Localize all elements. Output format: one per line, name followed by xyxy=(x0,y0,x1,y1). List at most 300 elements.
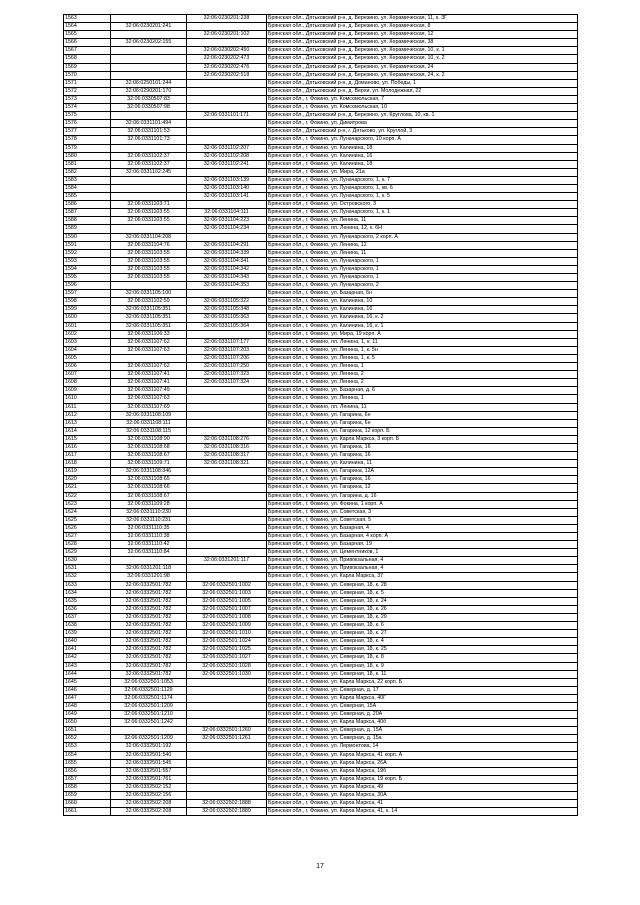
table-row xyxy=(64,152,578,160)
address-cell: Брянская обл., г. Фокино, ул. Луначарского, 1 xyxy=(267,265,578,273)
cadastral-number-parcel-cell: 32:06:0331107:41 xyxy=(111,379,187,387)
table-row xyxy=(64,630,578,638)
table-row xyxy=(64,128,578,136)
cadastral-number-object-cell: 32:06:0332501:1003 xyxy=(187,589,267,597)
row-number-cell: 1636 xyxy=(64,605,111,613)
cadastral-number-object-cell xyxy=(187,751,267,759)
table-row xyxy=(64,613,578,621)
address-cell: Брянская обл., Дятьковский р-н, д. Березино, ул. Керамическая, 11, к. 3Г xyxy=(267,15,578,23)
address-cell: Брянская обл., Дятьковский р-н, д. Березино, ул. Керамическая, 24 xyxy=(267,63,578,71)
cadastral-number-object-cell xyxy=(187,136,267,144)
cadastral-number-object-cell xyxy=(187,767,267,775)
cadastral-number-parcel-cell: 32:06:0332501:545 xyxy=(111,759,187,767)
address-cell: Брянская обл., г. Фокино, ул. Советская, 3 xyxy=(267,508,578,516)
row-number-cell: 1647 xyxy=(64,694,111,702)
address-cell: Брянская обл., г. Фокино, ул. Гагарина, 12 корп. Б xyxy=(267,427,578,435)
row-number-cell: 1660 xyxy=(64,800,111,808)
row-number-cell: 1573 xyxy=(64,95,111,103)
cadastral-number-parcel-cell: 32:06:0331102:59 xyxy=(111,298,187,306)
cadastral-number-parcel-cell: 32:06:0332501:540 xyxy=(111,751,187,759)
table-row xyxy=(64,168,578,176)
row-number-cell: 1585 xyxy=(64,193,111,201)
cadastral-number-parcel-cell: 32:06:0332501:1053 xyxy=(111,678,187,686)
address-cell: Брянская обл., г. Фокино, ул. Карла Маркса, 19 корп. Б xyxy=(267,775,578,783)
table-row xyxy=(64,468,578,476)
cadastral-number-object-cell: 32:06:0332501:1002 xyxy=(187,581,267,589)
address-cell: Брянская обл., г. Фокино, ул. Ленина, 1, к. 5н xyxy=(267,346,578,354)
address-cell: Брянская обл., г. Фокино, ул. Северная, 18, к. 5 xyxy=(267,589,578,597)
cadastral-number-object-cell xyxy=(187,759,267,767)
row-number-cell: 1598 xyxy=(64,298,111,306)
table-row xyxy=(64,338,578,346)
table-row xyxy=(64,23,578,31)
row-number-cell: 1600 xyxy=(64,314,111,322)
table-row xyxy=(64,662,578,670)
cadastral-number-parcel-cell: 32:06:0331101:494 xyxy=(111,120,187,128)
cadastral-number-parcel-cell: 32:06:0331102:37 xyxy=(111,152,187,160)
table-row xyxy=(64,257,578,265)
cadastral-number-parcel-cell: 32:06:0331108:68 xyxy=(111,443,187,451)
cadastral-number-object-cell: 32:06:0332501:1010 xyxy=(187,630,267,638)
cadastral-number-parcel-cell xyxy=(111,176,187,184)
row-number-cell: 1615 xyxy=(64,435,111,443)
cadastral-number-parcel-cell: 32:06:0230202:155 xyxy=(111,39,187,47)
table-row xyxy=(64,47,578,55)
cadastral-number-parcel-cell xyxy=(111,225,187,233)
address-cell: Брянская обл., г. Фокино, пл. Ленина, 11 xyxy=(267,403,578,411)
cadastral-number-parcel-cell: 32:06:0331106:33 xyxy=(111,330,187,338)
row-number-cell: 1601 xyxy=(64,322,111,330)
address-cell: Брянская обл., г. Фокино, ул. Базарная, 19 xyxy=(267,541,578,549)
row-number-cell: 1650 xyxy=(64,719,111,727)
row-number-cell: 1567 xyxy=(64,47,111,55)
cadastral-number-parcel-cell: 32:06:0332501:192 xyxy=(111,743,187,751)
cadastral-number-object-cell: 32:06:0331103:140 xyxy=(187,184,267,192)
row-number-cell: 1587 xyxy=(64,209,111,217)
address-cell: Брянская обл., г. Фокино, ул. Привокзальная, 4 xyxy=(267,557,578,565)
address-cell: Брянская обл., г. Фокино, ул. Калинина, 16 xyxy=(267,306,578,314)
address-cell: Брянская обл., г. Фокино, ул. Северная, 18, к. 11 xyxy=(267,670,578,678)
row-number-cell: 1578 xyxy=(64,136,111,144)
cadastral-number-object-cell: 32:06:0331103:141 xyxy=(187,193,267,201)
row-number-cell: 1617 xyxy=(64,452,111,460)
cadastral-number-object-cell xyxy=(187,39,267,47)
cadastral-number-object-cell: 32:06:0331104:111 xyxy=(187,209,267,217)
address-cell: Брянская обл., г. Фокино, ул. Гагарина, 12 xyxy=(267,484,578,492)
address-cell: Брянская обл., г. Фокино, ул. Луначарского, 10 корп. А xyxy=(267,136,578,144)
row-number-cell: 1639 xyxy=(64,630,111,638)
cadastral-number-object-cell: 32:06:0331103:139 xyxy=(187,176,267,184)
cadastral-number-parcel-cell: 32:06:0332501:782 xyxy=(111,589,187,597)
cadastral-number-object-cell: 32:06:0230202:476 xyxy=(187,63,267,71)
cadastral-number-object-cell: 32:06:0331105:364 xyxy=(187,322,267,330)
table-row xyxy=(64,71,578,79)
table-row xyxy=(64,290,578,298)
cadastral-number-parcel-cell: 32:06:0331110:84 xyxy=(111,549,187,557)
cadastral-number-object-cell: 32:06:0331104:343 xyxy=(187,274,267,282)
table-row xyxy=(64,120,578,128)
cadastral-number-object-cell xyxy=(187,233,267,241)
address-cell: Брянская обл., г. Фокино, ул. Калинина, 18 xyxy=(267,144,578,152)
address-cell: Брянская обл., г. Фокино, ул. Северная, д. 15А xyxy=(267,727,578,735)
address-cell: Брянская обл., г. Фокино, ул. Фокина, 1 корп. А xyxy=(267,500,578,508)
row-number-cell: 1570 xyxy=(64,71,111,79)
cadastral-number-parcel-cell: 32:06:0331107:49 xyxy=(111,387,187,395)
row-number-cell: 1631 xyxy=(64,565,111,573)
row-number-cell: 1568 xyxy=(64,55,111,63)
address-cell: Брянская обл., г. Фокино, ул. Северная, 18, к. 25 xyxy=(267,646,578,654)
address-cell: Брянская обл., г. Фокино, ул. Карла Маркса, 40б xyxy=(267,719,578,727)
cadastral-number-object-cell: 32:06:0332502:1889 xyxy=(187,808,267,816)
table-row xyxy=(64,306,578,314)
row-number-cell: 1607 xyxy=(64,371,111,379)
address-cell: Брянская обл., г. Фокино, ул. Калинина, 11 xyxy=(267,460,578,468)
cadastral-number-object-cell xyxy=(187,79,267,87)
address-cell: Брянская обл., г. Фокино, пл. Ленина, 1, к. 11 xyxy=(267,338,578,346)
row-number-cell: 1595 xyxy=(64,274,111,282)
cadastral-number-parcel-cell: 32:06:0331101:53 xyxy=(111,128,187,136)
address-cell: Брянская обл., Дятьковский р-н, г. Дятьково, ул. Круглой, 3 xyxy=(267,128,578,136)
cadastral-number-parcel-cell xyxy=(111,112,187,120)
table-row xyxy=(64,686,578,694)
registry-table-body xyxy=(64,15,578,816)
address-cell: Брянская обл., г. Фокино, ул. Гагарина, д. 16 xyxy=(267,492,578,500)
address-cell: Брянская обл., г. Фокино, пл. Ленина, 12, к. 6Н xyxy=(267,225,578,233)
table-row xyxy=(64,735,578,743)
cadastral-number-parcel-cell: 32:06:0331103:55 xyxy=(111,249,187,257)
cadastral-number-parcel-cell: 32:06:0331103:55 xyxy=(111,217,187,225)
address-cell: Брянская обл., г. Фокино, ул. Луначарского, 1, к. 5 xyxy=(267,193,578,201)
cadastral-number-object-cell xyxy=(187,573,267,581)
table-row xyxy=(64,516,578,524)
address-cell: Брянская обл., г. Фокино, ул. Ленина, 12 xyxy=(267,241,578,249)
cadastral-number-parcel-cell xyxy=(111,282,187,290)
table-row xyxy=(64,492,578,500)
address-cell: Брянская обл., г. Фокино, ул. Советская, 5 xyxy=(267,516,578,524)
cadastral-number-object-cell xyxy=(187,23,267,31)
row-number-cell: 1586 xyxy=(64,201,111,209)
cadastral-number-object-cell: 32:06:0230201:102 xyxy=(187,31,267,39)
cadastral-number-object-cell: 32:06:0331101:171 xyxy=(187,112,267,120)
cadastral-number-object-cell: 32:06:0331201:117 xyxy=(187,557,267,565)
address-cell: Брянская обл., г. Фокино, ул. Северная, 18, к. 26 xyxy=(267,605,578,613)
cadastral-number-object-cell: 32:06:0331107:206 xyxy=(187,354,267,362)
cadastral-number-object-cell: 32:06:0332501:1024 xyxy=(187,638,267,646)
cadastral-number-object-cell xyxy=(187,290,267,298)
address-cell: Брянская обл., г. Фокино, ул. Калинина, 18 xyxy=(267,160,578,168)
cadastral-number-parcel-cell: 32:06:0331107:69 xyxy=(111,403,187,411)
cadastral-number-parcel-cell: 32:06:0230201:241 xyxy=(111,23,187,31)
cadastral-number-parcel-cell: 32:06:0331103:55 xyxy=(111,257,187,265)
row-number-cell: 1637 xyxy=(64,613,111,621)
row-number-cell: 1661 xyxy=(64,808,111,816)
cadastral-number-object-cell xyxy=(187,508,267,516)
table-row xyxy=(64,775,578,783)
cadastral-number-parcel-cell: 32:06:0332502:152 xyxy=(111,783,187,791)
row-number-cell: 1635 xyxy=(64,597,111,605)
row-number-cell: 1649 xyxy=(64,711,111,719)
cadastral-number-object-cell: 32:06:0331107:250 xyxy=(187,363,267,371)
cadastral-number-object-cell: 32:06:0331108:317 xyxy=(187,452,267,460)
row-number-cell: 1633 xyxy=(64,581,111,589)
address-cell: Брянская обл., г. Фокино, ул. Комсомольская, 7 xyxy=(267,95,578,103)
table-row xyxy=(64,541,578,549)
table-row xyxy=(64,508,578,516)
row-number-cell: 1563 xyxy=(64,15,111,23)
table-row xyxy=(64,719,578,727)
cadastral-number-parcel-cell: 32:06:0332501:1242 xyxy=(111,719,187,727)
row-number-cell: 1621 xyxy=(64,484,111,492)
cadastral-number-object-cell: 32:06:0331105:363 xyxy=(187,314,267,322)
cadastral-number-object-cell xyxy=(187,484,267,492)
table-row xyxy=(64,241,578,249)
cadastral-number-object-cell xyxy=(187,427,267,435)
table-row xyxy=(64,800,578,808)
cadastral-number-parcel-cell: 32:06:0331110:231 xyxy=(111,516,187,524)
cadastral-number-object-cell: 32:06:0332501:1009 xyxy=(187,622,267,630)
cadastral-number-parcel-cell: 32:06:0331108:66 xyxy=(111,484,187,492)
cadastral-number-object-cell xyxy=(187,201,267,209)
cadastral-number-object-cell: 32:06:0332501:1027 xyxy=(187,654,267,662)
cadastral-number-parcel-cell: 32:06:0331109:71 xyxy=(111,460,187,468)
address-cell: Брянская обл., г. Фокино, ул. Ленина, 2 xyxy=(267,371,578,379)
cadastral-number-parcel-cell xyxy=(111,31,187,39)
cadastral-number-parcel-cell: 32:06:0332501:761 xyxy=(111,775,187,783)
cadastral-number-object-cell: 32:06:0332502:1888 xyxy=(187,800,267,808)
row-number-cell: 1648 xyxy=(64,702,111,710)
table-row xyxy=(64,395,578,403)
address-cell: Брянская обл., г. Фокино, ул. Северная, д. 17 xyxy=(267,686,578,694)
table-row xyxy=(64,727,578,735)
row-number-cell: 1652 xyxy=(64,735,111,743)
row-number-cell: 1640 xyxy=(64,638,111,646)
row-number-cell: 1596 xyxy=(64,282,111,290)
address-cell: Брянская обл., Дятьковский р-н, д. Березино, ул. Круглова, 10, кв. 1 xyxy=(267,112,578,120)
table-row xyxy=(64,104,578,112)
row-number-cell: 1629 xyxy=(64,549,111,557)
table-row xyxy=(64,217,578,225)
cadastral-number-parcel-cell xyxy=(111,144,187,152)
row-number-cell: 1619 xyxy=(64,468,111,476)
row-number-cell: 1577 xyxy=(64,128,111,136)
page-number: 17 xyxy=(316,863,324,870)
cadastral-number-object-cell: 32:06:0331102:241 xyxy=(187,160,267,168)
address-cell: Брянская обл., г. Фокино, ул. Карла Маркса, 41, к. 14 xyxy=(267,808,578,816)
cadastral-number-object-cell: 32:06:0331108:316 xyxy=(187,443,267,451)
cadastral-number-parcel-cell: 32:06:0331110:38 xyxy=(111,533,187,541)
address-cell: Брянская обл., г. Фокино, ул. Ленина, 2 xyxy=(267,379,578,387)
row-number-cell: 1592 xyxy=(64,249,111,257)
cadastral-number-object-cell xyxy=(187,678,267,686)
cadastral-number-parcel-cell: 32:06:0331107:62 xyxy=(111,338,187,346)
table-row xyxy=(64,193,578,201)
address-cell: Брянская обл., г. Фокино, ул. Ленина, 11 xyxy=(267,249,578,257)
cadastral-number-object-cell xyxy=(187,403,267,411)
row-number-cell: 1632 xyxy=(64,573,111,581)
cadastral-number-parcel-cell: 32:06:0331108:109 xyxy=(111,411,187,419)
row-number-cell: 1572 xyxy=(64,87,111,95)
row-number-cell: 1641 xyxy=(64,646,111,654)
address-cell: Брянская обл., г. Фокино, ул. Ленина, 1 xyxy=(267,363,578,371)
row-number-cell: 1588 xyxy=(64,217,111,225)
table-row xyxy=(64,573,578,581)
row-number-cell: 1565 xyxy=(64,31,111,39)
row-number-cell: 1638 xyxy=(64,622,111,630)
table-row xyxy=(64,387,578,395)
cadastral-number-parcel-cell: 32:06:0331105:351 xyxy=(111,306,187,314)
row-number-cell: 1646 xyxy=(64,686,111,694)
table-row xyxy=(64,711,578,719)
table-row xyxy=(64,565,578,573)
address-cell: Брянская обл., г. Фокино, ул. Карла Маркса, 26А xyxy=(267,759,578,767)
cadastral-number-object-cell: 32:06:0331104:234 xyxy=(187,225,267,233)
row-number-cell: 1618 xyxy=(64,460,111,468)
cadastral-number-parcel-cell: 32:06:0331107:63 xyxy=(111,395,187,403)
address-cell: Брянская обл., г. Фокино, ул. Комсомольская, 10 xyxy=(267,104,578,112)
cadastral-number-object-cell xyxy=(187,565,267,573)
row-number-cell: 1656 xyxy=(64,767,111,775)
table-row xyxy=(64,379,578,387)
table-row xyxy=(64,233,578,241)
cadastral-number-object-cell: 32:06:0332501:1260 xyxy=(187,727,267,735)
table-row xyxy=(64,249,578,257)
table-row xyxy=(64,419,578,427)
address-cell: Брянская обл., г. Фокино, ул. Карла Маркса, 30А xyxy=(267,792,578,800)
table-row xyxy=(64,63,578,71)
cadastral-number-object-cell: 32:06:0331105:322 xyxy=(187,298,267,306)
row-number-cell: 1599 xyxy=(64,306,111,314)
address-cell: Брянская обл., г. Фокино, ул. Привокзальная, 4 xyxy=(267,565,578,573)
cadastral-number-parcel-cell: 32:06:0331110:42 xyxy=(111,541,187,549)
row-number-cell: 1603 xyxy=(64,338,111,346)
row-number-cell: 1627 xyxy=(64,533,111,541)
row-number-cell: 1579 xyxy=(64,144,111,152)
cadastral-number-parcel-cell: 32:06:0290201:170 xyxy=(111,87,187,95)
cadastral-number-parcel-cell: 32:06:0330507:83 xyxy=(111,95,187,103)
address-cell: Брянская обл., Дятьковский р-н, д. Доманово, ул. Победы, 1 xyxy=(267,79,578,87)
address-cell: Брянская обл., г. Фокино, ул. Гагарина, 16 xyxy=(267,476,578,484)
address-cell: Брянская обл., г. Фокино, ул. Карла Маркса, 22 корп. Б xyxy=(267,678,578,686)
cadastral-number-object-cell: 32:06:0331104:291 xyxy=(187,241,267,249)
address-cell: Брянская обл., г. Фокино, ул. Луначарского, 1, к. 7 xyxy=(267,176,578,184)
cadastral-number-parcel-cell: 32:06:0331110:35 xyxy=(111,524,187,532)
table-row xyxy=(64,557,578,565)
row-number-cell: 1624 xyxy=(64,508,111,516)
address-cell: Брянская обл., г. Фокино, ул. Северная, 18, к. 4 xyxy=(267,638,578,646)
address-cell: Брянская обл., г. Фокино, ул. Северная, 15А xyxy=(267,702,578,710)
cadastral-number-object-cell xyxy=(187,541,267,549)
table-row xyxy=(64,15,578,23)
address-cell: Брянская обл., г. Фокино, ул. Мира, 21а xyxy=(267,168,578,176)
cadastral-number-object-cell: 32:06:0331107:203 xyxy=(187,346,267,354)
table-row xyxy=(64,209,578,217)
address-cell: Брянская обл., г. Фокино, ул. Северная, д. 20А xyxy=(267,711,578,719)
row-number-cell: 1657 xyxy=(64,775,111,783)
table-row xyxy=(64,95,578,103)
address-cell: Брянская обл., г. Фокино, ул. Калинина, 16, к. 2 xyxy=(267,314,578,322)
table-row xyxy=(64,533,578,541)
cadastral-number-object-cell: 32:06:0332501:1025 xyxy=(187,646,267,654)
row-number-cell: 1564 xyxy=(64,23,111,31)
cadastral-number-parcel-cell: 32:06:0250101:244 xyxy=(111,79,187,87)
row-number-cell: 1590 xyxy=(64,233,111,241)
table-row xyxy=(64,39,578,47)
address-cell: Брянская обл., г. Фокино, ул. Калинина, 10 xyxy=(267,298,578,306)
cadastral-number-object-cell: 32:06:0332501:1007 xyxy=(187,605,267,613)
cadastral-number-object-cell: 32:06:0331104:342 xyxy=(187,265,267,273)
table-row xyxy=(64,702,578,710)
table-row xyxy=(64,654,578,662)
table-row xyxy=(64,31,578,39)
address-cell: Брянская обл., Дятьковский р-н, д. Березино, ул. Керамическая, 38 xyxy=(267,39,578,47)
cadastral-number-parcel-cell: 32:06:0332501:1210 xyxy=(111,711,187,719)
row-number-cell: 1616 xyxy=(64,443,111,451)
table-row xyxy=(64,670,578,678)
cadastral-number-object-cell xyxy=(187,743,267,751)
address-cell: Брянская обл., г. Фокино, ул. Гагарина, 6н xyxy=(267,411,578,419)
table-row xyxy=(64,678,578,686)
cadastral-number-object-cell xyxy=(187,792,267,800)
cadastral-number-parcel-cell xyxy=(111,727,187,735)
cadastral-number-object-cell xyxy=(187,95,267,103)
cadastral-number-object-cell: 32:06:0331104:339 xyxy=(187,249,267,257)
cadastral-number-parcel-cell: 32:06:0332501:782 xyxy=(111,630,187,638)
address-cell: Брянская обл., Дятьковский р-н, д. Березино, ул. Керамическая, 8 xyxy=(267,23,578,31)
table-row xyxy=(64,55,578,63)
table-row xyxy=(64,783,578,791)
table-row xyxy=(64,808,578,816)
table-row xyxy=(64,79,578,87)
cadastral-number-parcel-cell: 32:06:0332501:782 xyxy=(111,581,187,589)
row-number-cell: 1645 xyxy=(64,678,111,686)
cadastral-number-parcel-cell xyxy=(111,557,187,565)
cadastral-number-parcel-cell: 32:06:0331104:208 xyxy=(111,233,187,241)
table-row xyxy=(64,184,578,192)
cadastral-number-object-cell: 32:06:0332501:1030 xyxy=(187,670,267,678)
address-cell: Брянская обл., г. Фокино, ул. Северная, 18, к. 28 xyxy=(267,581,578,589)
cadastral-number-parcel-cell: 32:06:0332501:557 xyxy=(111,767,187,775)
address-cell: Брянская обл., г. Фокино, ул. Гагарина, 12А xyxy=(267,468,578,476)
row-number-cell: 1653 xyxy=(64,743,111,751)
table-row xyxy=(64,792,578,800)
cadastral-number-parcel-cell: 32:06:0331102:245 xyxy=(111,168,187,176)
cadastral-number-object-cell xyxy=(187,775,267,783)
row-number-cell: 1581 xyxy=(64,160,111,168)
cadastral-number-parcel-cell: 32:06:0331110:230 xyxy=(111,508,187,516)
row-number-cell: 1654 xyxy=(64,751,111,759)
row-number-cell: 1591 xyxy=(64,241,111,249)
cadastral-number-parcel-cell: 32:06:0332501:782 xyxy=(111,597,187,605)
address-cell: Брянская обл., г. Фокино, ул. Базарная, 6н xyxy=(267,290,578,298)
address-cell: Брянская обл., г. Фокино, ул. Северная, 18, к. 24 xyxy=(267,597,578,605)
table-row xyxy=(64,314,578,322)
address-cell: Брянская обл., Дятьковский р-н, д. Березино, ул. Керамическая, 10, к. 2 xyxy=(267,55,578,63)
cadastral-number-parcel-cell: 32:06:0332501:782 xyxy=(111,605,187,613)
row-number-cell: 1605 xyxy=(64,354,111,362)
cadastral-number-parcel-cell: 32:06:0332501:782 xyxy=(111,662,187,670)
address-cell: Брянская обл., г. Фокино, ул. Карла Маркса, 19б xyxy=(267,767,578,775)
table-row xyxy=(64,460,578,468)
table-row xyxy=(64,354,578,362)
row-number-cell: 1658 xyxy=(64,783,111,791)
row-number-cell: 1628 xyxy=(64,541,111,549)
cadastral-number-parcel-cell: 32:06:0331103:55 xyxy=(111,274,187,282)
table-row xyxy=(64,524,578,532)
table-row xyxy=(64,201,578,209)
table-row xyxy=(64,484,578,492)
row-number-cell: 1612 xyxy=(64,411,111,419)
row-number-cell: 1610 xyxy=(64,395,111,403)
